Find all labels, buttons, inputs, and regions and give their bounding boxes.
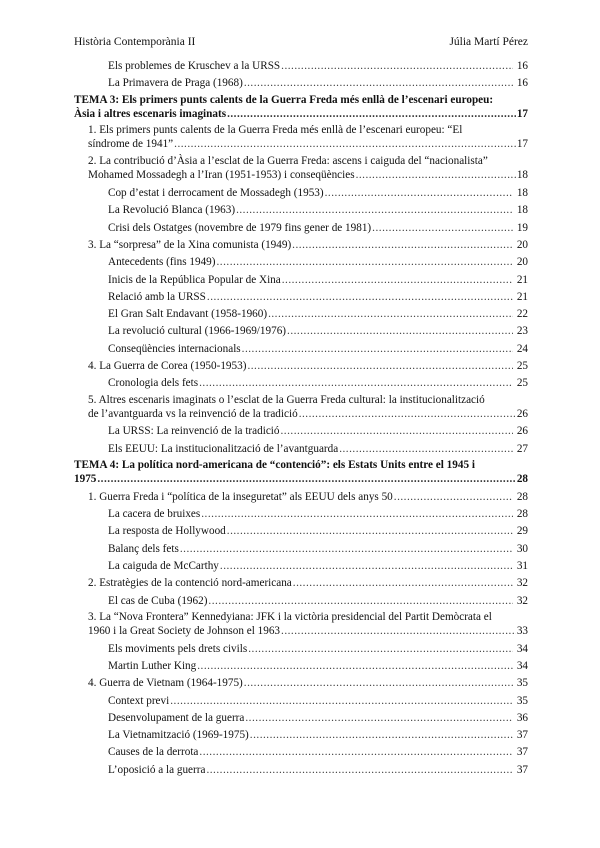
toc-page-number: 28 (516, 472, 528, 485)
toc-entry[interactable] (74, 506, 528, 523)
toc-entry-text: Inicis de la República Popular de Xina (108, 273, 281, 286)
toc-section-title-line1: 3. La “Nova Frontera” Kennedyiana: JFK i la victòria presidencial del Partit Demòcrata el (88, 610, 492, 623)
toc-page-number: 21 (516, 273, 528, 286)
toc-entry[interactable] (74, 744, 528, 761)
toc-entry-text: Els moviments pels drets civils (108, 642, 248, 655)
page-header (74, 36, 528, 52)
toc-chapter-tema-4[interactable] (74, 458, 528, 489)
toc-page-number: 17 (516, 107, 528, 120)
toc-section-title: 1. Guerra Freda i “política de la inseguretat” als EEUU dels anys 50 (88, 490, 393, 503)
toc-entry[interactable] (74, 58, 528, 75)
toc-entry[interactable] (74, 641, 528, 658)
toc-page-number: 29 (516, 525, 528, 538)
toc-page-number: 23 (516, 325, 528, 338)
toc-entry[interactable] (74, 710, 528, 727)
toc-entry-text: Causes de la derrota (108, 746, 199, 759)
toc-page-number: 32 (516, 577, 528, 590)
toc-page-number: 22 (516, 308, 528, 321)
toc-page-number: 28 (516, 508, 528, 521)
toc-entry-text: La caiguda de McCarthy (108, 560, 219, 572)
toc-entry-text: La revolució cultural (1966-1969/1976) (108, 325, 287, 338)
toc-page-number: 31 (516, 560, 528, 572)
header-author: Júlia Martí Pérez (449, 36, 528, 48)
toc-entry[interactable] (74, 289, 528, 306)
toc-entry[interactable] (74, 441, 528, 458)
toc-entry-text: La URSS: La reinvenció de la tradició (108, 425, 280, 438)
toc-entry-text: La Vietnamització (1969-1975) (108, 729, 249, 742)
toc-entry-text: El cas de Cuba (1962) (108, 594, 208, 607)
toc-section-title-line2: de l’avantguarda vs la reinvenció de la tradició (88, 407, 298, 420)
toc-entry-text: Desenvolupament de la guerra (108, 711, 245, 724)
toc-entry[interactable] (74, 523, 528, 540)
toc-entry-text: Cronologia dels fets (108, 377, 199, 390)
toc-entry[interactable] (74, 272, 528, 289)
toc-page-number: 34 (516, 660, 528, 672)
toc-page-number: 35 (516, 694, 528, 707)
toc-entry-text: Balanç dels fets (108, 542, 179, 555)
toc-section-title-line1: 5. Altres escenaris imaginats o l’esclat de la Guerra Freda cultural: la institucionalització (88, 393, 485, 406)
toc-section[interactable] (74, 675, 528, 692)
toc-entry[interactable] (74, 658, 528, 675)
toc-entry-text: Els EEUU: La institucionalització de l’avantguarda (108, 442, 339, 455)
toc-page-number: 34 (516, 642, 528, 655)
toc-entry[interactable] (74, 75, 528, 92)
toc-page-number: 33 (516, 624, 528, 637)
toc-entry-text: Antecedents (fins 1949) (108, 256, 216, 269)
toc-section-title-line2: 1960 i la Great Society de Johnson el 1963 (88, 624, 281, 637)
toc-entry[interactable] (74, 375, 528, 392)
table-of-contents (74, 58, 528, 779)
toc-section-title-line2: síndrome de 1941” (88, 138, 174, 151)
toc-section-title-line1: 2. La contribució d’Àsia a l’esclat de la Guerra Freda: ascens i caiguda del “nacionalista” (88, 155, 488, 168)
toc-entry-text: Conseqüències internacionals (108, 342, 241, 355)
toc-entry-text: La cacera de bruixes (108, 508, 201, 521)
toc-page-number: 20 (516, 238, 528, 251)
toc-entry[interactable] (74, 762, 528, 779)
toc-entry[interactable] (74, 541, 528, 558)
toc-section[interactable] (74, 575, 528, 592)
toc-section-title-line1: 1. Els primers punts calents de la Guerra Freda més enllà de l’escenari europeu: “El (88, 124, 463, 137)
toc-page-number: 20 (516, 256, 528, 269)
toc-entry[interactable] (74, 220, 528, 237)
toc-section[interactable] (74, 154, 528, 185)
toc-entry[interactable] (74, 306, 528, 323)
toc-entry[interactable] (74, 693, 528, 710)
toc-section[interactable] (74, 123, 528, 154)
toc-entry[interactable] (74, 323, 528, 340)
toc-entry-text: Crisi dels Ostatges (novembre de 1979 fins gener de 1981) (108, 221, 372, 234)
toc-entry[interactable] (74, 593, 528, 610)
toc-section-title: 4. La Guerra de Corea (1950-1953) (88, 360, 247, 372)
toc-entry-text: Els problemes de Kruschev a la URSS (108, 60, 281, 72)
toc-entry-text: L’oposició a la guerra (108, 763, 206, 776)
toc-entry[interactable] (74, 341, 528, 358)
toc-entry-text: La Revolució Blanca (1963) (108, 204, 236, 217)
toc-chapter-title-line1: TEMA 3: Els primers punts calents de la Guerra Freda més enllà de l’escenari europeu: (74, 93, 494, 106)
toc-page-number: 37 (516, 763, 528, 776)
toc-page-number: 30 (516, 542, 528, 555)
toc-section-title: 2. Estratègies de la contenció nord-americana (88, 577, 292, 590)
toc-section-title-line2: Mohamed Mossadegh a l’Iran (1951-1953) i conseqüències (88, 169, 355, 182)
toc-entry-text: Relació amb la URSS (108, 290, 206, 303)
toc-page-number: 18 (516, 169, 528, 182)
toc-page-number: 18 (516, 204, 528, 217)
toc-page-number: 37 (516, 746, 528, 759)
toc-page-number: 27 (516, 442, 528, 455)
header-course-title: Història Contemporània II (74, 36, 196, 48)
toc-chapter-title-line2: Àsia i altres escenaris imaginats (74, 107, 227, 120)
toc-page-number: 28 (516, 490, 528, 503)
toc-entry[interactable] (74, 423, 528, 440)
toc-page-number: 26 (516, 407, 528, 420)
toc-section-title: 3. La “sorpresa” de la Xina comunista (1949) (88, 238, 292, 251)
toc-section[interactable] (74, 489, 528, 506)
toc-page-number: 25 (516, 377, 528, 390)
toc-entry[interactable] (74, 185, 528, 202)
toc-page-number: 24 (516, 342, 528, 355)
toc-chapter-title-line1: TEMA 4: La política nord-americana de “contenció”: els Estats Units entre el 1945 i (74, 459, 475, 471)
toc-page-number: 16 (516, 60, 528, 72)
toc-page-number: 17 (516, 138, 528, 151)
toc-entry[interactable] (74, 254, 528, 271)
toc-section[interactable] (74, 358, 528, 375)
toc-page-number: 37 (516, 729, 528, 742)
toc-chapter-tema-3[interactable] (74, 93, 528, 124)
toc-entry-text: La resposta de Hollywood (108, 525, 226, 538)
toc-chapter-title-line2: 1975 (74, 472, 97, 485)
toc-entry[interactable] (74, 727, 528, 744)
toc-page-number: 21 (516, 290, 528, 303)
toc-section[interactable] (74, 393, 528, 424)
toc-page-number: 25 (516, 360, 528, 372)
toc-entry-text: El Gran Salt Endavant (1958-1960) (108, 308, 268, 321)
toc-entry-text: La Primavera de Praga (1968) (108, 77, 243, 90)
toc-page-number: 18 (516, 187, 528, 200)
toc-page-number: 36 (516, 711, 528, 724)
toc-entry[interactable] (74, 202, 528, 219)
toc-page-number: 19 (516, 221, 528, 234)
toc-page-number: 35 (516, 677, 528, 690)
toc-section-title: 4. Guerra de Vietnam (1964-1975) (88, 677, 243, 690)
toc-section[interactable] (74, 610, 528, 641)
toc-entry[interactable] (74, 558, 528, 575)
toc-section[interactable] (74, 237, 528, 254)
toc-page-number: 26 (516, 425, 528, 438)
toc-page-number: 16 (516, 77, 528, 90)
toc-entry-text: Context previ (108, 694, 170, 707)
toc-entry-text: Martin Luther King (108, 660, 197, 672)
toc-entry-text: Cop d’estat i derrocament de Mossadegh (1953) (108, 187, 324, 200)
toc-page-number: 32 (516, 594, 528, 607)
